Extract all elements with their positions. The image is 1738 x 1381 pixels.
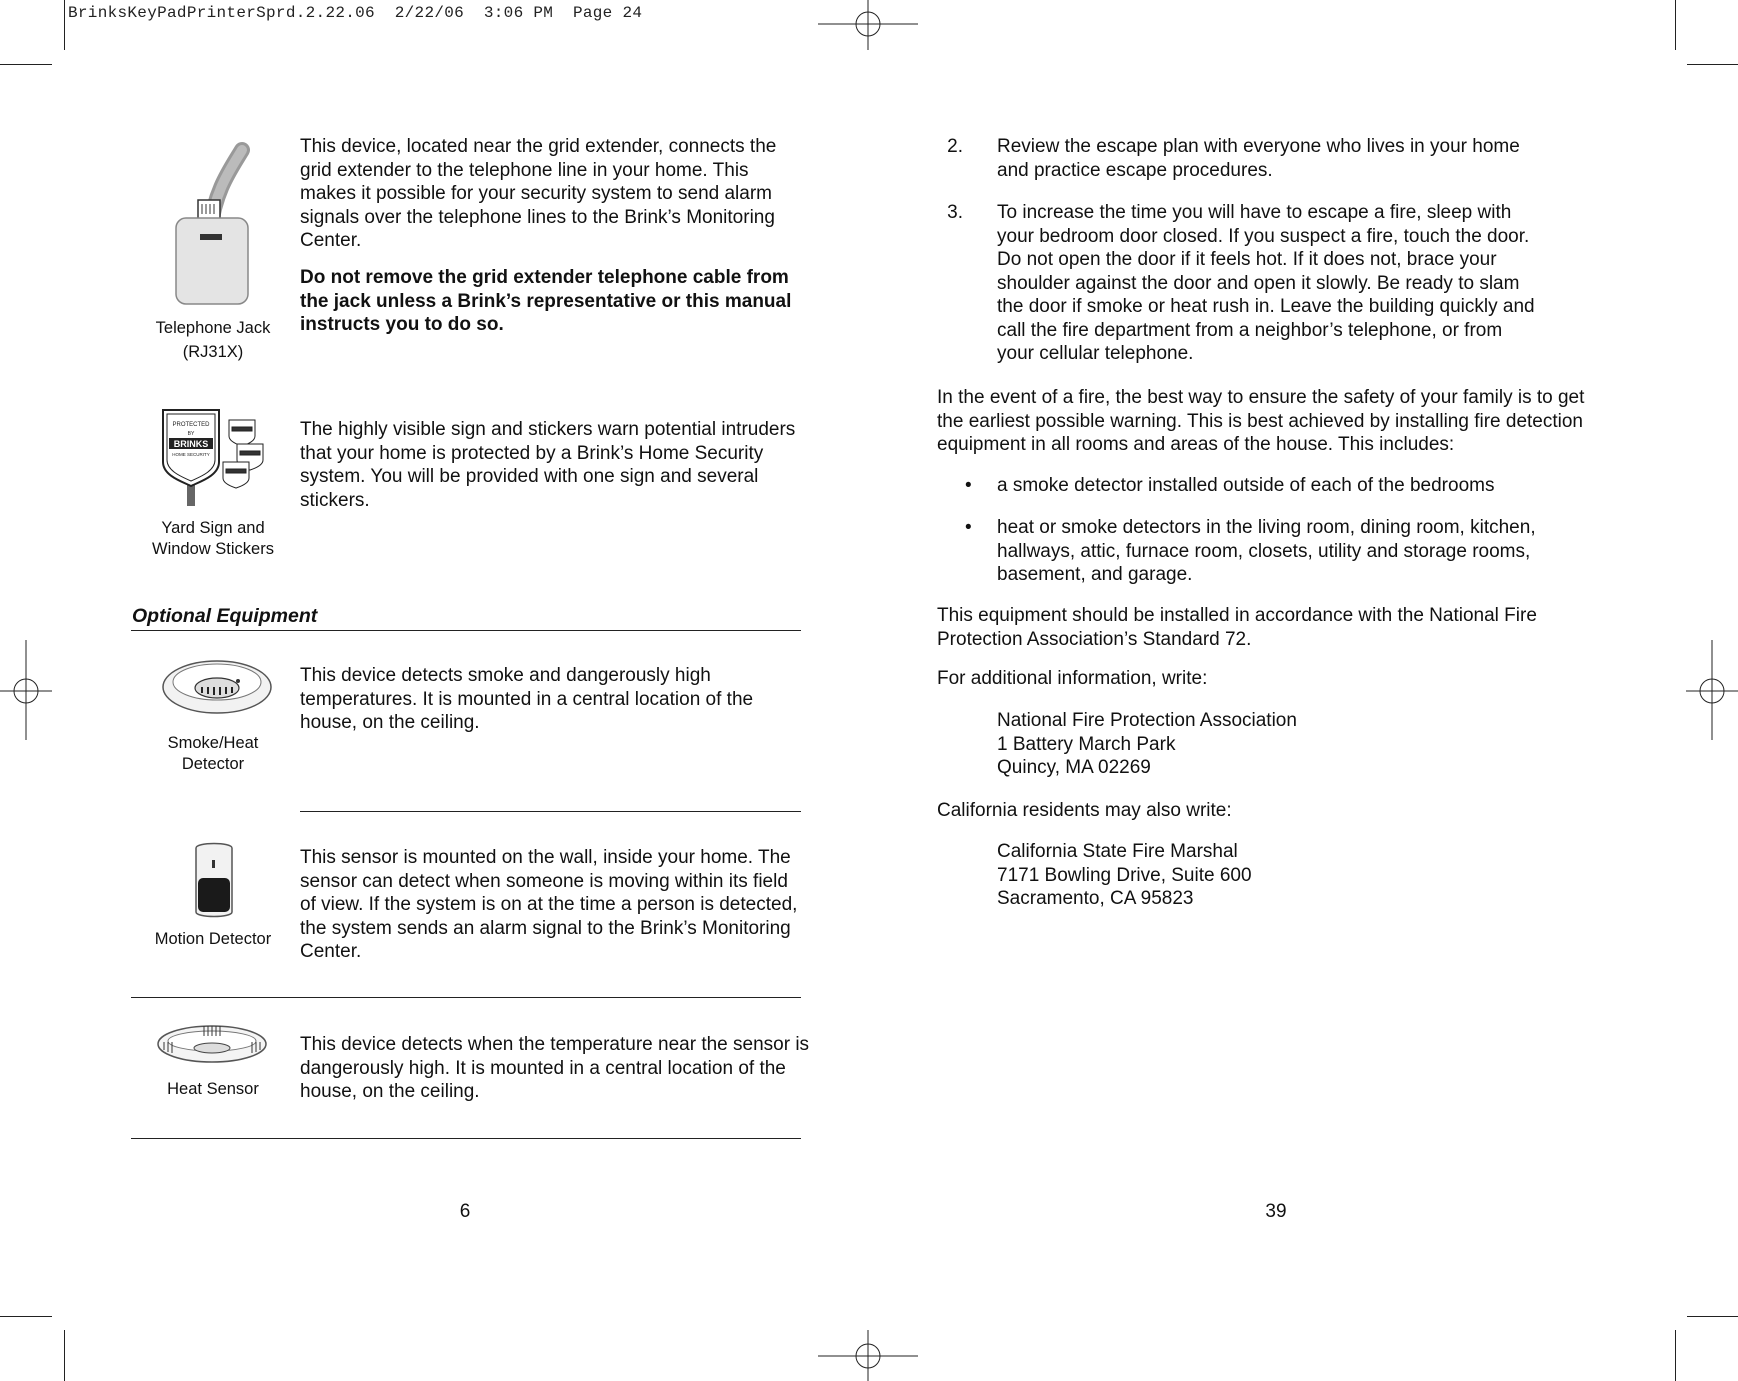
smoke-detector-rule (300, 811, 801, 812)
telephone-jack-icon (170, 140, 260, 310)
yard-sign-caption: Yard Sign and Window Stickers (152, 519, 274, 558)
sign-brand-text: BRINKS (173, 439, 209, 449)
optional-equipment-heading: Optional Equipment (132, 605, 318, 627)
heading-rule (131, 630, 801, 631)
sign-by-text: BY (187, 431, 195, 437)
smoke-detector-description: This device detects smoke and dangerously high temperatures. It is mounted in a central location of the house, on the ceiling. (300, 665, 754, 733)
heat-sensor-caption: Heat Sensor (167, 1080, 259, 1098)
step-text: Review the escape plan with everyone who lives in your home and practice escape procedures. (997, 136, 1520, 181)
ca-address: California State Fire Marshal 7171 Bowling Drive, Suite 600 Sacramento, CA 95823 (997, 841, 1252, 909)
sign-sub-text: HOME SECURITY (172, 452, 210, 457)
bullet-text: heat or smoke detectors in the living room, dining room, kitchen, hallways, attic, furnace room, closets, utility and storage rooms, basement, and garage. (997, 517, 1536, 585)
heat-sensor-rule (131, 1138, 801, 1139)
heat-sensor-description: This device detects when the temperature near the sensor is dangerously high. It is mounted in a central location of the house, on the ceiling. (300, 1034, 810, 1102)
california-intro: California residents may also write: (937, 800, 1232, 821)
yard-sign-description: The highly visible sign and stickers warn potential intruders that your home is protected by a Brink’s Home Security system. You will be provided with one sign and several stickers. (300, 419, 796, 511)
step-number: 2. (947, 136, 963, 157)
step-text: To increase the time you will have to escape a fire, sleep with your bedroom door closed. If you suspect a fire, touch the door. Do not open the door if it feels hot. If it does not, brace your shoulder against the door and open it slowly. Be ready to slam the door if smoke or heat rush in. Leave the building quickly and call the fire department from a neighbor’s telephone, or from your cellular telephone. (997, 202, 1535, 364)
bullet-symbol: • (965, 475, 972, 496)
motion-detector-rule (131, 997, 801, 998)
smoke-detector-icon (160, 655, 274, 717)
right-page-number: 39 (1265, 1201, 1287, 1222)
telephone-jack-warning: Do not remove the grid extender telephone cable from the jack unless a Brink’s representative or this manual instructs you to do so. (300, 267, 792, 335)
bullet-text: a smoke detector installed outside of each of the bedrooms (997, 475, 1495, 496)
telephone-jack-description: This device, located near the grid extender, connects the grid extender to the telephone line in your home. This makes it possible for your security system to send alarm signals over the telephone lines to the Brink’s Monitoring Center. (300, 136, 777, 251)
step-number: 3. (947, 202, 963, 223)
heat-sensor-icon (154, 1020, 270, 1068)
printer-slug: BrinksKeyPadPrinterSprd.2.22.06 2/22/06 3:06 PM Page 24 (68, 4, 643, 22)
smoke-detector-caption: Smoke/Heat Detector (167, 734, 259, 773)
bullet-symbol: • (965, 517, 972, 538)
standard-paragraph: This equipment should be installed in accordance with the National Fire Protection Association’s Standard 72. (937, 605, 1537, 650)
additional-info-text: For additional information, write: (937, 668, 1208, 689)
motion-detector-description: This sensor is mounted on the wall, inside your home. The sensor can detect when someone is moving within its field of view. If the system is on at the time a person is detected, the system sends an alarm signal to the Brink’s Monitoring Center. (300, 847, 798, 962)
bullet-list (960, 474, 1620, 594)
left-page-number: 6 (459, 1201, 471, 1222)
sign-protected-text: PROTECTED (172, 422, 210, 428)
nfpa-address: National Fire Protection Association 1 Battery March Park Quincy, MA 02269 (997, 710, 1297, 778)
steps-list (937, 135, 1617, 375)
fire-paragraph: In the event of a fire, the best way to ensure the safety of your family is to get the earliest possible warning. This is best achieved by installing fire detection equipment in all rooms and areas of the house. This includes: (937, 387, 1585, 455)
yard-sign-icon (155, 400, 275, 508)
motion-detector-caption: Motion Detector (154, 930, 272, 948)
motion-detector-icon (190, 838, 238, 922)
telephone-jack-caption: Telephone Jack (RJ31X) (155, 319, 271, 361)
